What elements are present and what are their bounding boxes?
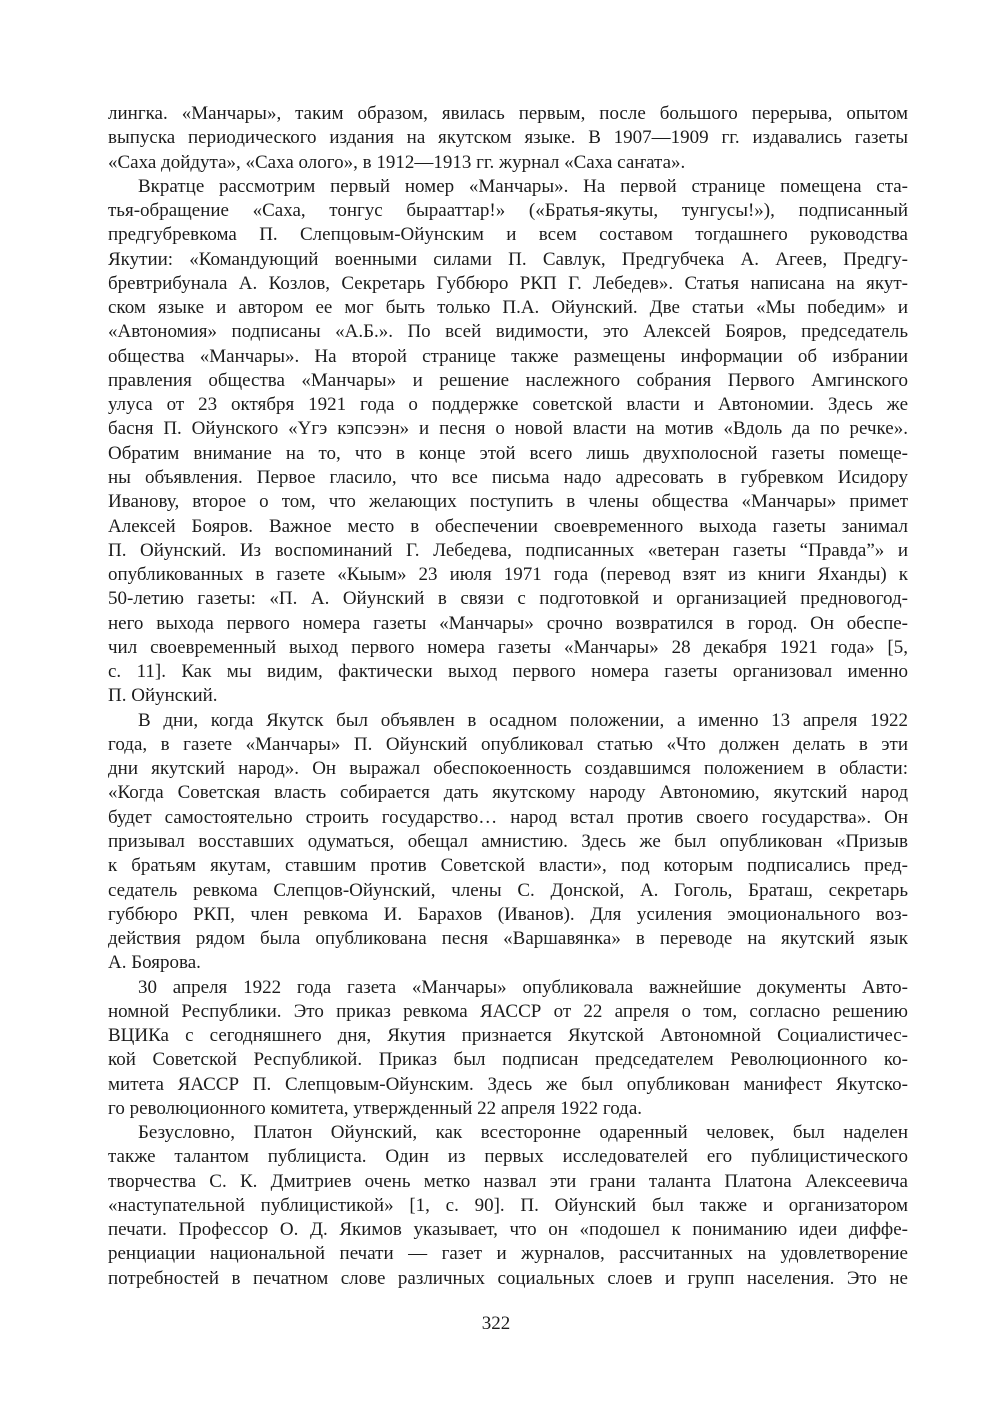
text-line: 30 апреля 1922 года газета «Манчары» опубликовала важнейшие документы Авто- xyxy=(138,976,908,998)
paragraph xyxy=(108,709,908,976)
text-line: призывал восставших одуматься, обещал амнистию. Здесь же был опубликован «Призыв xyxy=(108,830,908,852)
text-line: «наступательной публицистикой» [1, с. 90]. П. Ойунский был также и организатором xyxy=(108,1194,908,1216)
text-line: кой Советской Республикой. Приказ был подписан председателем Революционного ко- xyxy=(108,1049,908,1071)
text-line: чил своевременный выход первого номера газеты «Манчары» 28 декабря 1921 года» [5, xyxy=(108,636,908,658)
text-line: губбюро РКП, член ревкома И. Барахов (Иванов). Для усиления эмоционального воз- xyxy=(108,903,908,925)
text-line: номной Республики. Это приказ ревкома ЯАССР от 22 апреля о том, согласно решению xyxy=(108,1000,908,1022)
text-line: митета ЯАССР П. Слепцовым-Ойунским. Здесь же был опубликован манифест Якутско- xyxy=(108,1073,908,1095)
text-line: будет самостоятельно строить государство… народ встал против своего государства». Он xyxy=(108,806,908,828)
text-line: также талантом публициста. Один из первых исследователей его публицистического xyxy=(108,1146,908,1168)
text-line: Обратим внимание на то, что в конце этой всего лишь двухполосной газеты помеще- xyxy=(108,442,908,464)
text-line: А. Боярова. xyxy=(108,952,201,974)
text-line: дни якутский народ». Он выражал обеспокоенность создавшимся положением в области: xyxy=(108,758,908,780)
page-number: 322 xyxy=(481,1313,511,1334)
text-line: «Саха дойдута», «Саха олого», в 1912—1913 гг. журнал «Саха саҥата». xyxy=(108,151,686,173)
text-line: го революционного комитета, утвержденный 22 апреля 1922 года. xyxy=(108,1097,643,1119)
text-line: 50-летию газеты: «П. А. Ойунский в связи с подготовкой и организацией предновогод- xyxy=(108,588,908,610)
paragraph xyxy=(108,1121,908,1291)
text-line: потребностей в печатном слове различных социальных слоев и групп населения. Это не xyxy=(108,1267,908,1289)
text-line: действия рядом была опубликована песня «Варшавянка» в переводе на якутский язык xyxy=(108,928,908,950)
text-line: Иванову, второе о том, что желающих поступить в члены общества «Манчары» примет xyxy=(108,491,908,513)
text-line: творчества С. К. Дмитриев очень метко назвал эти грани таланта Платона Алексеевича xyxy=(108,1170,908,1192)
text-line: к братьям якутам, ставшим против Советской власти», под которым подписались пред- xyxy=(108,855,908,877)
text-line: ны объявления. Первое гласило, что все письма надо адресовать в губревком Исидору xyxy=(108,466,908,488)
text-line: улуса от 23 октября 1921 года о поддержке советской власти и Автономии. Здесь же xyxy=(108,394,908,416)
text-line: ренциации национальной печати — газет и журналов, рассчитанных на удовлетворение xyxy=(108,1243,908,1265)
text-line: седатель ревкома Слепцов-Ойунский, члены С. Донской, А. Гоголь, Браташ, секретарь xyxy=(108,879,908,901)
text-line: ВЦИКа с сегодняшнего дня, Якутия признается Якутской Автономной Социалистичес- xyxy=(108,1025,908,1047)
text-line: Вкратце рассмотрим первый номер «Манчары». На первой странице помещена ста- xyxy=(138,175,908,197)
text-line: «Когда Советская власть собирается дать якутскому народу Автономию, якутский народ xyxy=(108,782,908,804)
text-line: опубликованных в газете «Кыым» 23 июля 1971 года (перевод взят из книги Яханды) к xyxy=(108,564,908,586)
text-block xyxy=(108,102,908,1291)
text-line: П. Ойунский. xyxy=(108,685,218,707)
text-line: года, в газете «Манчары» П. Ойунский опубликовал статью «Что должен делать в эти xyxy=(108,733,908,755)
text-line: с. 11]. Как мы видим, фактически выход первого номера газеты организовал именно xyxy=(108,661,908,683)
text-line: Безусловно, Платон Ойунский, как всесторонне одаренный человек, был наделен xyxy=(138,1122,908,1144)
text-line: П. Ойунский. Из воспоминаний Г. Лебедева, подписанных «ветеран газеты “Правда”» и xyxy=(108,539,908,561)
text-line: общества «Манчары». На второй странице также размещены информации об избрании xyxy=(108,345,908,367)
text-line: бревтрибунала А. Козлов, Секретарь Губбюро РКП Г. Лебедев». Статья написана на якут- xyxy=(108,272,908,294)
text-line: лингка. «Манчары», таким образом, явилась первым, после большого перерыва, опытом xyxy=(108,103,908,124)
paragraph xyxy=(108,175,908,709)
text-line: Якутии: «Командующий военными силами П. Савлук, Предгубчека А. Агеев, Предгу- xyxy=(108,248,908,270)
text-line: предгубревкома П. Слепцовым-Ойунским и всем составом тогдашнего руководства xyxy=(108,224,908,246)
text-line: него выхода первого номера газеты «Манчары» срочно возвратился в город. Он обеспе- xyxy=(108,612,908,634)
text-line: басня П. Ойунского «Үгэ кэпсээн» и песня о новой власти на мотив «Вдоль да по речке». xyxy=(108,418,908,440)
text-line: правления общества «Манчары» и решение наслежного собрания Первого Амгинского xyxy=(108,369,908,391)
paragraph xyxy=(108,976,908,1122)
text-line: Алексей Бояров. Важное место в обеспечении своевременного выхода газеты занимал xyxy=(108,515,908,537)
text-line: В дни, когда Якутск был объявлен в осадном положении, а именно 13 апреля 1922 xyxy=(138,709,908,731)
text-line: печати. Профессор О. Д. Якимов указывает, что он «подошел к пониманию идеи диффе- xyxy=(108,1219,908,1241)
text-line: выпуска периодического издания на якутском языке. В 1907—1909 гг. издавались газеты xyxy=(108,127,908,149)
paragraph xyxy=(108,102,908,175)
text-line: тья-обращение «Саха, тонгус бырааттар!» («Братья-якуты, тунгусы!»), подписанный xyxy=(108,200,908,222)
text-line: «Автономия» подписаны «А.Б.». По всей видимости, это Алексей Бояров, председатель xyxy=(108,321,908,343)
text-line: ском языке и автором ее мог быть только П.А. Ойунский. Две статьи «Мы победим» и xyxy=(108,297,908,319)
